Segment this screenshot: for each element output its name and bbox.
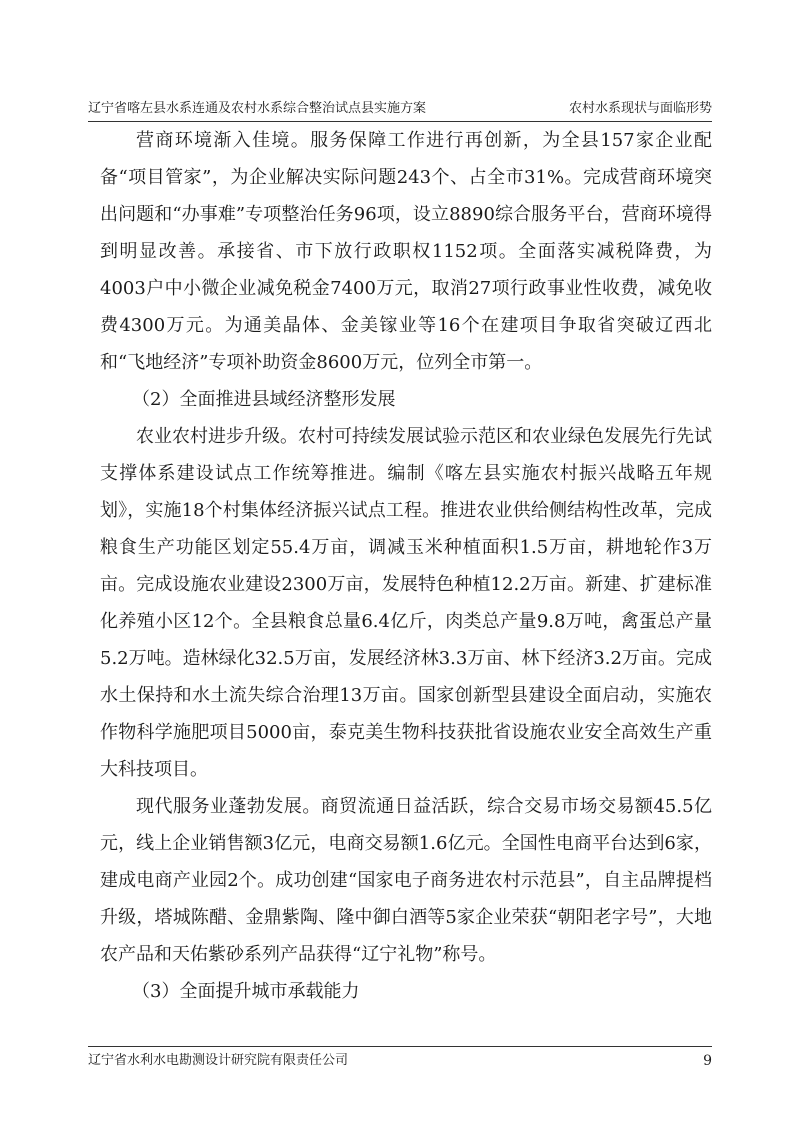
footer-company: 辽宁省水利水电勘测设计研究院有限责任公司 [88,1053,349,1068]
header-section-title: 农村水系现状与面临形势 [568,101,712,116]
page-number: 9 [703,1053,712,1069]
paragraph-business-environment: 营商环境渐入佳境。服务保障工作进行再创新，为全县157家企业配备“项目管家”，为企业解决实际问题243个、占全市31%。完成营商环境突出问题和“办事难”专项整治任务96项，设立8890综合服务平台，营商环境得到明显改善。承接省、市下放行政职权1152项。全面落实减税降费，为4003户中小微企业减免税金7400万元，取消27项行政事业性收费，减免收费4300万元。为通美晶体、金美镓业等16个在建项目争取省突破辽西北和“飞地经济”专项补助资金8600万元，位列全市第一。 [100,130,712,373]
paragraph-agriculture: 农业农村进步升级。农村可持续发展试验示范区和农业绿色发展先行先试支撑体系建设试点工作统筹推进。编制《喀左县实施农村振兴战略五年规划》，实施18个村集体经济振兴试点工程。推进农业供给侧结构性改革，完成粮食生产功能区划定55.4万亩，调减玉米种植面积1.5万亩，耕地轮作3万亩。完成设施农业建设2300万亩，发展特色种植12.2万亩。新建、扩建标准化养殖小区12个。全县粮食总量6.4亿斤，肉类总产量9.8万吨，禽蛋总产量5.2万吨。造林绿化32.5万亩，发展经济林3.3万亩、林下经济3.2万亩。完成水土保持和水土流失综合治理13万亩。国家创新型县建设全面启动，实施农作物科学施肥项目5000亩，泰克美生物科技获批省设施农业安全高效生产重大科技项目。 [100,426,712,780]
paragraph-services: 现代服务业蓬勃发展。商贸流通日益活跃，综合交易市场交易额45.5亿元，线上企业销售额3亿元，电商交易额1.6亿元。全国性电商平台达到6家，建成电商产业园2个。成功创建“国家电子商务进农村示范县”，自主品牌提档升级，塔城陈醋、金鼎紫陶、隆中御白酒等5家企业荣获“朝阳老字号”，大地农产品和天佑紫砂系列产品获得“辽宁礼物”称号。 [100,796,712,965]
page-footer [88,1046,712,1069]
page-body [100,122,712,1010]
section-heading-city-capacity: （3）全面提升城市承载能力 [132,981,360,1002]
page-header [88,93,712,122]
header-document-title: 辽宁省喀左县水系连通及农村水系综合整治试点县实施方案 [88,101,427,116]
section-heading-county-economy: （2）全面推进县域经济整形发展 [132,389,396,410]
